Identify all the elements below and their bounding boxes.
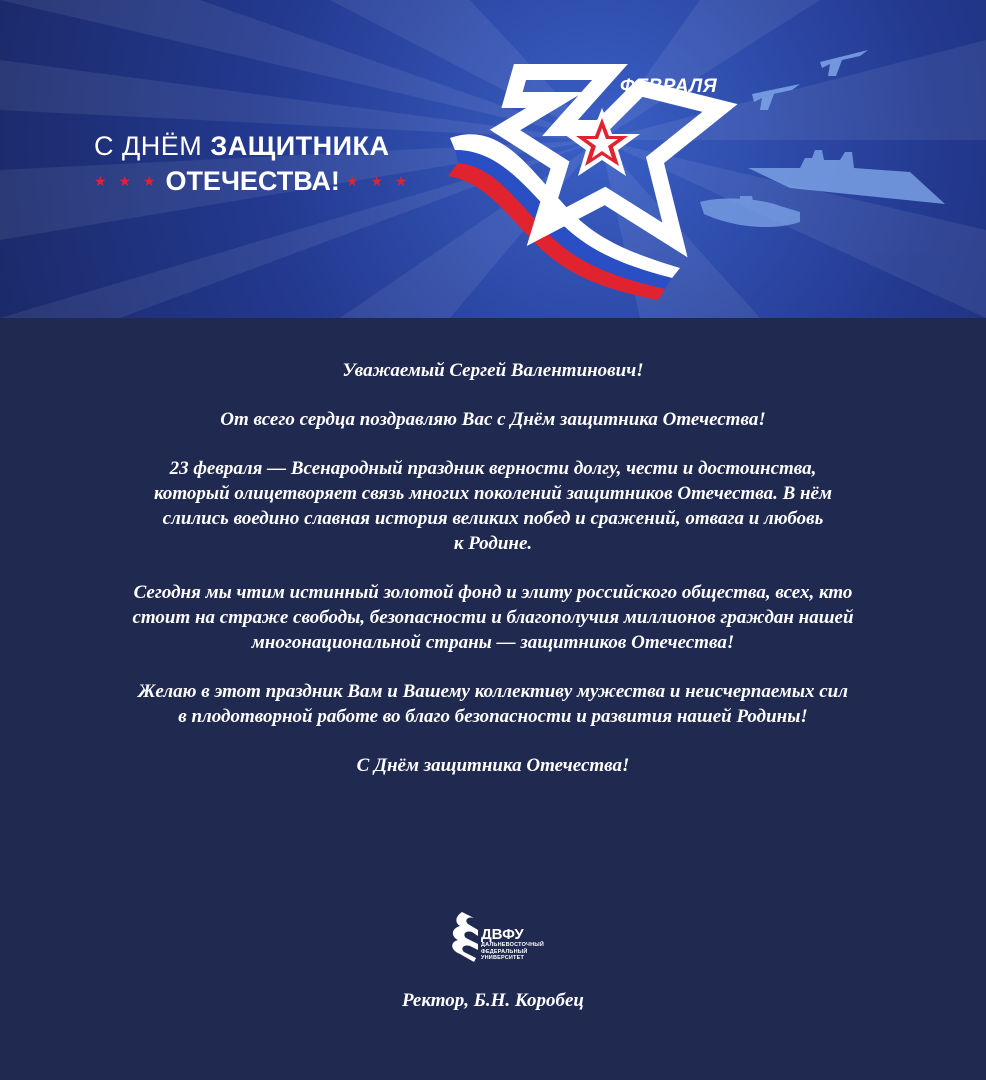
date-word: ФЕВРАЛЯ (620, 76, 718, 97)
logo-sub-2: ФЕДЕРАЛЬНЫЙ (481, 948, 528, 955)
stars-decoration-left: ★ ★ ★ (94, 173, 160, 189)
letter-paragraph-3: Сегодня мы чтим истинный золотой фонд и элиту российского общества, всех, кто стоит на страже свободы, безопасности и благополучия миллионов граждан нашей многонациональной страны — защитников Отечества! (132, 582, 854, 653)
banner-title (94, 128, 414, 198)
stars-decoration-right: ★ ★ ★ (345, 173, 412, 189)
dvfu-logo-text (481, 927, 544, 962)
letter-paragraph-2: 23 февраля — Всенародный праздник верности долгу, чести и достоинства, который олицетворяет связь многих поколений защитников Отечества. В нём слились воедино славная история великих побед и сражений, отвага и любовь к Родине. (153, 458, 833, 554)
letter-paragraph-1: От всего сердца поздравляю Вас с Днём защитника Отечества! (220, 409, 766, 430)
header-banner (0, 0, 986, 318)
title-line-2 (94, 164, 414, 198)
letter-paragraph-4: Желаю в этот праздник Вам и Вашему коллективу мужества и неисчерпаемых сил в плодотворной работе во благо безопасности и развития нашей Родины! (137, 681, 849, 727)
letter-closing: С Днём защитника Отечества! (356, 755, 630, 776)
title-bold: ЗАЩИТНИКА (210, 131, 390, 161)
greeting-letter (40, 358, 946, 802)
title-light: С ДНЁМ (94, 131, 203, 161)
logo-name: ДВФУ (481, 926, 524, 943)
title-line2-text: ОТЕЧЕСТВА! (165, 166, 340, 196)
rector-signature: Ректор, Б.Н. Коробец (401, 990, 584, 1011)
logo-sub-3: УНИВЕРСИТЕТ (481, 955, 525, 961)
logo-sub-1: ДАЛЬНЕВОСТОЧНЫЙ (481, 942, 545, 948)
title-line-1 (94, 128, 414, 164)
letter-greeting: Уважаемый Сергей Валентинович! (342, 360, 644, 381)
